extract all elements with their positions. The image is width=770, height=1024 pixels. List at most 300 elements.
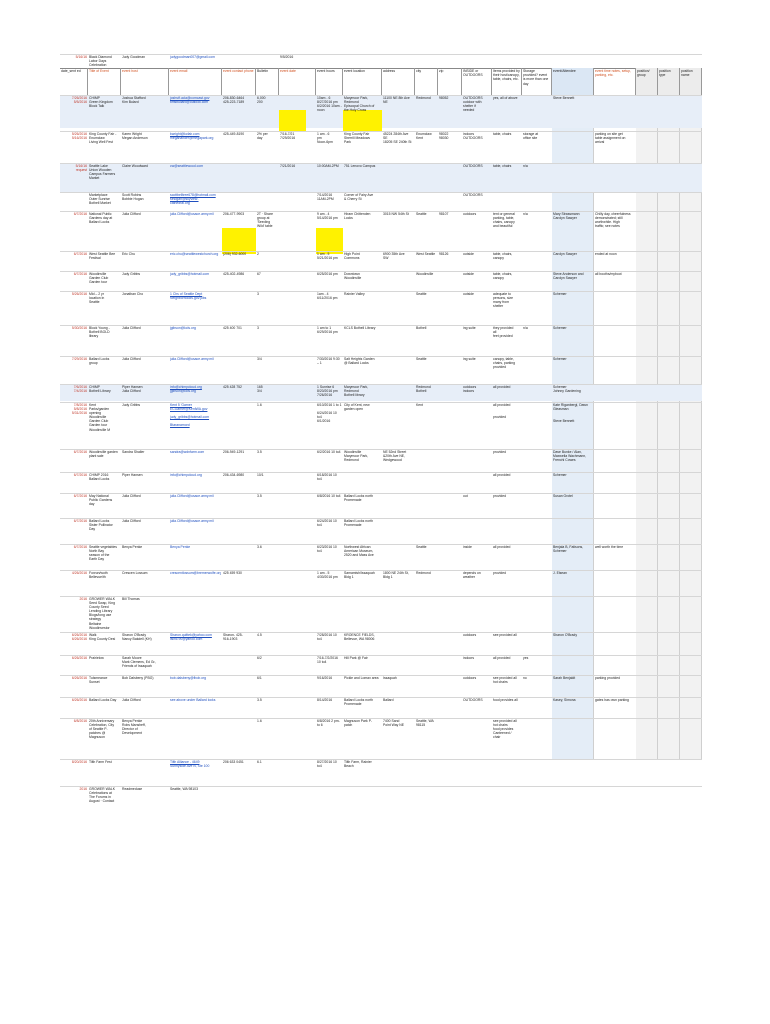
- cell-r6-c0[interactable]: 6/7/2016: [73, 252, 87, 256]
- cell-r1-c5[interactable]: 6,000 200: [257, 96, 266, 105]
- cell-r1-c4[interactable]: 206-830-6464 425-223-7189: [223, 96, 245, 105]
- cell-r23-c16[interactable]: gates has own parking: [595, 698, 629, 702]
- cell-r4-c8[interactable]: Corner of Fairy Ave & Cherry St: [344, 193, 374, 202]
- cell-r4-c2[interactable]: Scott Robins Bobbie Hogan: [122, 193, 144, 202]
- cell-r11-c0[interactable]: 7/6/2016 7/4/2016: [73, 385, 87, 394]
- cell-r9-c14[interactable]: n/a: [523, 326, 528, 330]
- column-header-4[interactable]: event contact phone: [222, 68, 256, 120]
- cell-r7-c13[interactable]: table, chairs, canopy: [493, 272, 513, 281]
- cell-r13-c7[interactable]: 6/2/2016 10 to4: [317, 450, 341, 454]
- cell-r6-c11[interactable]: 98126: [439, 252, 449, 256]
- column-header-17[interactable]: position/ group: [636, 68, 658, 120]
- cell-r8-c5[interactable]: 3: [257, 292, 259, 296]
- cell-r1-c1[interactable]: CHIMP Green Kingdom Block Talk: [89, 96, 113, 109]
- cell-r21-c12[interactable]: indoors: [463, 656, 475, 660]
- cell-r5-c9[interactable]: 3015 NW 54th St: [383, 212, 409, 216]
- cell-r18-c0[interactable]: 4/26/2016: [71, 571, 87, 575]
- cell-r25-c1[interactable]: Tilth Farm Fest: [89, 760, 112, 764]
- cell-r8-c2[interactable]: Jonathan Cho: [122, 292, 144, 296]
- cell-r11-c10[interactable]: Redmond Bothell: [416, 385, 431, 394]
- cell-r0-c0[interactable]: 5/16/16: [75, 55, 87, 59]
- cell-r9-c12[interactable]: ing suite: [463, 326, 476, 330]
- cell-r21-c13[interactable]: all provided: [493, 656, 511, 660]
- cell-r16-c0[interactable]: 6/7/2016: [73, 519, 87, 523]
- cell-r8-c12[interactable]: outside: [463, 292, 474, 296]
- cell-r11-c3[interactable]: info@chimpcloud.org jgibson@kcls.org: [170, 385, 202, 394]
- cell-r10-c1[interactable]: Ballard Locks group: [89, 357, 110, 366]
- cell-r2-c2[interactable]: Karen Wright Megan Anderson: [122, 132, 148, 141]
- cell-r18-c7[interactable]: 1 am - 5 4/30/2016 pm: [317, 571, 338, 580]
- cell-r3-c3[interactable]: cw@seattlewood.com: [170, 164, 204, 168]
- cell-r7-c3[interactable]: judy_gribbs@hotmail.com: [170, 272, 210, 276]
- cell-r15-c12[interactable]: out: [463, 494, 468, 498]
- cell-r18-c12[interactable]: depends on weather: [463, 571, 481, 580]
- cell-r9-c1[interactable]: Block Young - Bothell BOLD library: [89, 326, 110, 339]
- cell-r9-c2[interactable]: Julia Clifford: [122, 326, 141, 330]
- cell-r5-c13[interactable]: tent or general parking, table, chairs, canopy and beautiful: [493, 212, 515, 229]
- cell-r8-c1[interactable]: Mid – 2 yr location in Seattle: [89, 292, 105, 305]
- cell-r21-c8[interactable]: Hill Park @ Fair: [344, 656, 368, 660]
- column-header-2[interactable]: event host: [121, 68, 169, 120]
- cell-r6-c12[interactable]: outside: [463, 252, 474, 256]
- cell-r7-c12[interactable]: outside: [463, 272, 474, 276]
- cell-r20-c15[interactable]: Sharon O'Brady: [553, 633, 578, 637]
- cell-r2-c4[interactable]: 425-449-8190: [223, 132, 245, 136]
- cell-r5-c0[interactable]: 6/7/2016: [73, 212, 87, 216]
- column-header-9[interactable]: address: [382, 68, 415, 120]
- cell-r22-c9[interactable]: Issaquah: [383, 676, 397, 680]
- cell-r15-c3[interactable]: julia.Clifford@usace.army.mil: [170, 494, 214, 498]
- cell-r2-c3[interactable]: kwright@kcfair.com meganander@megapark.org: [170, 132, 214, 141]
- cell-r8-c10[interactable]: Seattle: [416, 292, 427, 296]
- cell-r7-c15[interactable]: Steve Anderson and Carolyn Sawyer: [553, 272, 584, 281]
- column-header-0[interactable]: date_sent ed: [60, 68, 88, 120]
- cell-r7-c10[interactable]: Woodinville: [416, 272, 434, 276]
- cell-r18-c3[interactable]: crescentlossum@bremerwolfe.org: [170, 571, 221, 575]
- cell-r21-c2[interactable]: Sarah Moore Mark Clemens, Ed Gr., Friends of Issaquah: [122, 656, 157, 669]
- cell-r14-c7[interactable]: 6/18/2016 10 to4: [317, 473, 337, 482]
- cell-r8-c8[interactable]: Rainier Valley: [344, 292, 365, 296]
- cell-r17-c0[interactable]: 6/7/2016: [73, 545, 87, 549]
- cell-r12-c5[interactable]: 1.6: [257, 403, 262, 407]
- cell-r10-c0[interactable]: 7/29/2016: [71, 357, 87, 361]
- cell-r17-c3[interactable]: Benya Penke: [170, 545, 191, 549]
- cell-r5-c3[interactable]: julia.Clifford@usace.army.mil: [170, 212, 214, 216]
- cell-r11-c15[interactable]: Schemer Johnny Gardening: [553, 385, 581, 394]
- cell-r4-c7[interactable]: 7/14/2016 11AM-2PM: [317, 193, 334, 202]
- cell-r13-c8[interactable]: Woodinville Marymoor Park, Redmond: [344, 450, 369, 463]
- cell-r10-c15[interactable]: Schemer: [553, 357, 567, 361]
- cell-r6-c2[interactable]: Eric Chu: [122, 252, 136, 256]
- cell-r11-c1[interactable]: CHIMP Bothell Library: [89, 385, 111, 394]
- cell-r2-c11[interactable]: 98022 98030: [439, 132, 449, 141]
- cell-r5-c15[interactable]: Mary Strassmann Carolyn Sawyer: [553, 212, 580, 221]
- cell-r1-c10[interactable]: Redmond: [416, 96, 431, 100]
- cell-r24-c2[interactable]: Benya Penke Robs Mansheff, Director of Development: [122, 719, 146, 736]
- cell-r2-c14[interactable]: storage at office site: [523, 132, 539, 141]
- cell-r0-c2[interactable]: Judy Goodman: [122, 55, 145, 59]
- cell-r19-c2[interactable]: Bill Thomas: [122, 597, 140, 601]
- cell-r8-c7[interactable]: 1am - 4 6/11/2016 pm: [317, 292, 338, 301]
- cell-r16-c1[interactable]: Ballard Locks Sister Pollinator Day: [89, 519, 113, 532]
- cell-r6-c10[interactable]: West Seattle: [416, 252, 436, 256]
- cell-r13-c3[interactable]: sandra@wdnfarm.com: [170, 450, 205, 454]
- cell-r15-c7[interactable]: 6/8/2016 10 to4: [317, 494, 341, 498]
- cell-r22-c14[interactable]: no: [523, 676, 527, 680]
- cell-r2-c6[interactable]: 7/16-7/21 7/29/2016: [280, 132, 296, 141]
- cell-r17-c12[interactable]: inside: [463, 545, 472, 549]
- cell-r9-c15[interactable]: Schemer: [553, 326, 567, 330]
- cell-r20-c2[interactable]: Sharon O'Brady Nancy Bakdell (KH): [122, 633, 152, 642]
- cell-r22-c15[interactable]: Sarah Benjaldt: [553, 676, 576, 680]
- cell-r21-c1[interactable]: Prairielow: [89, 656, 104, 660]
- cell-r10-c5[interactable]: 3/4: [257, 357, 262, 361]
- cell-r7-c16[interactable]: all booths/myboot: [595, 272, 622, 276]
- cell-r1-c15[interactable]: Steve Bennett: [553, 96, 575, 100]
- cell-r23-c3[interactable]: see above under Ballard locks: [170, 698, 216, 702]
- cell-r7-c7[interactable]: 6/25/2016 pm: [317, 272, 338, 276]
- cell-r11-c8[interactable]: Marymoor Park, Redmond Bothell library: [344, 385, 369, 398]
- cell-r2-c16[interactable]: parking on site get table assignment on arrival: [595, 132, 626, 145]
- cell-r5-c7[interactable]: 9 am - 4 5/14/2016 pm: [317, 212, 338, 221]
- cell-r3-c1[interactable]: Seattle Lake Union Wooden Campus Farmers Market: [89, 164, 116, 181]
- cell-r6-c13[interactable]: table, chairs, canopy: [493, 252, 513, 261]
- cell-r18-c9[interactable]: 1800 NE 24th St, Bldg 1: [383, 571, 409, 580]
- cell-r21-c0[interactable]: 6/26/2016: [71, 656, 87, 660]
- cell-r10-c3[interactable]: julia.Clifford@usace.army.mil: [170, 357, 214, 361]
- cell-r5-c14[interactable]: n/a: [523, 212, 528, 216]
- cell-r22-c16[interactable]: parking provided: [595, 676, 621, 680]
- cell-r9-c10[interactable]: Bothell: [416, 326, 427, 330]
- column-header-13[interactable]: Items provided by their host/canopy, table, chairs, etc.: [492, 68, 522, 120]
- cell-r18-c2[interactable]: Crescen Lossum: [122, 571, 148, 575]
- cell-r16-c3[interactable]: julia.Clifford@usace.army.mil: [170, 519, 214, 523]
- cell-r5-c4[interactable]: 206-477-9903: [223, 212, 245, 216]
- cell-r23-c15[interactable]: Kasey, Simona: [553, 698, 576, 702]
- cell-r5-c10[interactable]: Seattle: [416, 212, 427, 216]
- cell-r23-c8[interactable]: Ballard Locks north Promenade: [344, 698, 374, 707]
- cell-r24-c0[interactable]: 6/8/2016: [73, 719, 87, 723]
- cell-r1-c13[interactable]: yes, all of above: [493, 96, 518, 100]
- cell-r9-c13[interactable]: they provided all feet provided: [493, 326, 514, 339]
- cell-r7-c8[interactable]: Downtown Woodinville: [344, 272, 362, 281]
- cell-r22-c12[interactable]: outdoors: [463, 676, 477, 680]
- cell-r5-c1[interactable]: National Public Gardens day at Ballard Locks: [89, 212, 113, 225]
- cell-r22-c13[interactable]: see provided all hot chairs: [493, 676, 517, 685]
- cell-r18-c13[interactable]: provided: [493, 571, 507, 575]
- cell-r2-c9[interactable]: 45224 284th Ave SE 18205 SE 240th St: [383, 132, 412, 145]
- cell-r17-c10[interactable]: Seattle: [416, 545, 427, 549]
- cell-r22-c5[interactable]: 6/1: [257, 676, 262, 680]
- cell-r8-c15[interactable]: Schemer: [553, 292, 567, 296]
- cell-r13-c0[interactable]: 6/7/2016: [73, 450, 87, 454]
- cell-r22-c8[interactable]: Pickle and Lomax area: [344, 676, 379, 680]
- column-header-6[interactable]: event date: [279, 68, 316, 120]
- cell-r14-c0[interactable]: 6/7/2016: [73, 473, 87, 477]
- cell-r23-c9[interactable]: Ballard: [383, 698, 394, 702]
- cell-r24-c9[interactable]: 7400 Sand Point Way NE: [383, 719, 404, 728]
- cell-r20-c0[interactable]: 6/26/2016 6/26/2016: [71, 633, 87, 642]
- cell-r1-c0[interactable]: 7/26/2016 5/5/2016: [71, 96, 87, 105]
- cell-r11-c13[interactable]: all provided: [493, 385, 511, 389]
- cell-r26-c3[interactable]: Seattle, WA 98103: [170, 787, 198, 791]
- cell-r24-c1[interactable]: 20th Anniversary Celebration, City of Seattle P- patches @ Magnuson: [89, 719, 115, 740]
- cell-r1-c3[interactable]: joshstf.ucla@comcast.gov timsbullard@outlook.com: [170, 96, 210, 105]
- cell-r0-c6[interactable]: 9/5/2016: [280, 55, 294, 59]
- cell-r13-c15[interactable]: Dave Bunke / Alan, Maxwella Wachmann, Frenchl Cowes: [553, 450, 587, 463]
- cell-r7-c0[interactable]: 6/7/2016: [73, 272, 87, 276]
- cell-r12-c2[interactable]: Judy Gribbs: [122, 403, 141, 407]
- cell-r12-c0[interactable]: 7/8/2016 5/8/2016 5/31/2016: [71, 403, 87, 416]
- cell-r16-c2[interactable]: Julia Clifford: [122, 519, 141, 523]
- cell-r10-c12[interactable]: ing suite: [463, 357, 476, 361]
- cell-r1-c7[interactable]: 10am - 6 8/27/2016 pm 6/2/2016 10am - noon: [317, 96, 342, 113]
- cell-r20-c12[interactable]: outdoors: [463, 633, 477, 637]
- cell-r1-c8[interactable]: Marymoor Park, Redmond Episcopal Church of the Holy Cross: [344, 96, 375, 113]
- cell-r8-c0[interactable]: 5/26/2016: [71, 292, 87, 296]
- cell-r23-c7[interactable]: 8/14/2016: [317, 698, 333, 702]
- column-header-5[interactable]: Bulletin: [256, 68, 279, 120]
- cell-r4-c12[interactable]: OUTDOORS: [463, 193, 483, 197]
- cell-r18-c1[interactable]: Foxrun/woth Bellevue/th: [89, 571, 108, 580]
- cell-r16-c7[interactable]: 6/24/2016 10 to4: [317, 519, 337, 528]
- cell-r12-c1[interactable]: Kent Parks/garden opening Woodinville Garden Club Garden tour Woodinville M: [89, 403, 111, 432]
- cell-r15-c2[interactable]: Julia Clifford: [122, 494, 141, 498]
- cell-r0-c1[interactable]: Black Diamond Labor Days Celebration: [89, 55, 112, 68]
- cell-r13-c9[interactable]: NE 52nd Street &20th Ave NE, Wedgewood: [383, 450, 407, 463]
- cell-r7-c4[interactable]: 425-402-4986: [223, 272, 245, 276]
- cell-r24-c10[interactable]: Seattle, WA 98115: [416, 719, 434, 728]
- cell-r23-c13[interactable]: food provides all: [493, 698, 518, 702]
- cell-r13-c4[interactable]: 206-949-1291: [223, 450, 245, 454]
- cell-r14-c13[interactable]: all provided: [493, 473, 511, 477]
- cell-r12-c3[interactable]: Kent 5 'Garner ECGarner@KentWA.gov judy_gribbs@hotmail.com Btaranamord: [170, 403, 210, 428]
- column-header-8[interactable]: event location: [343, 68, 382, 120]
- column-header-10[interactable]: city: [415, 68, 438, 120]
- cell-r2-c12[interactable]: indoors OUTDOORS: [463, 132, 483, 141]
- cell-r6-c4[interactable]: (206) 932-6000: [223, 252, 247, 256]
- cell-r24-c7[interactable]: 6/8/2016 2 pm- to 6: [317, 719, 340, 728]
- cell-r12-c10[interactable]: Kent: [416, 403, 423, 407]
- cell-r25-c5[interactable]: 6.1: [257, 760, 262, 764]
- column-header-18[interactable]: position type: [658, 68, 680, 120]
- cell-r24-c8[interactable]: Magnuson Park P- patch: [344, 719, 373, 728]
- cell-r0-c3[interactable]: judygoodman007@gmail.com: [170, 55, 215, 59]
- column-header-14[interactable]: Storage provided? event is more than one day: [522, 68, 552, 120]
- cell-r1-c9[interactable]: 11100 NE 8th Ave NE: [383, 96, 410, 105]
- cell-r14-c15[interactable]: Schemer: [553, 473, 567, 477]
- cell-r9-c8[interactable]: KCLS Bothell Library: [344, 326, 376, 330]
- cell-r3-c0[interactable]: 5/16/16 request: [75, 164, 87, 173]
- cell-r20-c13[interactable]: see provided all: [493, 633, 517, 637]
- cell-r6-c1[interactable]: West Seattle Bee Festival: [89, 252, 116, 261]
- cell-r25-c3[interactable]: Tilth Alliance - 4649 Sunnyside Ave N, Ste 100: [170, 760, 210, 769]
- cell-r13-c13[interactable]: provided: [493, 450, 507, 454]
- cell-r17-c16[interactable]: well worth the time: [595, 545, 624, 549]
- cell-r26-c1[interactable]: GROWER WALK Celebrations at The Forums in August · Contact: [89, 787, 116, 804]
- cell-r2-c8[interactable]: King County Fair Sherrill Meadows Park: [344, 132, 371, 145]
- cell-r14-c4[interactable]: 206-434-6980: [223, 473, 245, 477]
- cell-r15-c8[interactable]: Ballard Locks north Promenade: [344, 494, 374, 503]
- cell-r15-c1[interactable]: May National Public Gardens day: [89, 494, 113, 507]
- cell-r23-c12[interactable]: OUTDOORS: [463, 698, 483, 702]
- cell-r9-c5[interactable]: 3: [257, 326, 259, 330]
- cell-r2-c1[interactable]: King County Fair - Enumclaw Living Well Fest: [89, 132, 117, 145]
- cell-r17-c13[interactable]: all provided: [493, 545, 511, 549]
- cell-r12-c8[interactable]: City of Kent, new garden open: [344, 403, 370, 412]
- cell-r13-c1[interactable]: Woodinville garden plant sale: [89, 450, 118, 459]
- cell-r11-c2[interactable]: Piper Hansen Julia Clifford: [122, 385, 143, 394]
- cell-r10-c2[interactable]: Julia Clifford: [122, 357, 141, 361]
- cell-r3-c14[interactable]: n/a: [523, 164, 528, 168]
- cell-r24-c13[interactable]: see provided all hot chairs food provides Canteened / chair: [493, 719, 517, 740]
- cell-r23-c2[interactable]: Julia Clifford: [122, 698, 141, 702]
- cell-r4-c3[interactable]: scottbelltree678@hotmail.com sfhogan@skyview- cathedral.org: [170, 193, 216, 206]
- cell-r20-c3[interactable]: Sharon.quittek@yahoo.com lisinc.90@yahoo.com: [170, 633, 212, 642]
- column-header-15[interactable]: event/Attendee: [552, 68, 594, 120]
- cell-r23-c5[interactable]: 3.5: [257, 698, 262, 702]
- cell-r7-c5[interactable]: 67: [257, 272, 261, 276]
- cell-r4-c1[interactable]: Marketplace Outer Sunrise Bothell Market: [89, 193, 111, 206]
- cell-r10-c10[interactable]: Seattle: [416, 357, 427, 361]
- cell-r17-c7[interactable]: 6/23/2016 10 to4: [317, 545, 337, 554]
- cell-r6-c5[interactable]: 2: [257, 252, 259, 256]
- cell-r10-c8[interactable]: Salt Heights Garden @ Ballard Locks: [344, 357, 375, 366]
- cell-r16-c8[interactable]: Ballard Locks north Promenade: [344, 519, 374, 528]
- cell-r3-c7[interactable]: 10:00AM-2PM: [317, 164, 339, 168]
- cell-r6-c7[interactable]: 1 am - 5 5/21/2016 pm: [317, 252, 338, 261]
- cell-r25-c0[interactable]: 8/20/2016: [71, 760, 87, 764]
- cell-r18-c4[interactable]: 425 459 930: [223, 571, 242, 575]
- cell-r10-c13[interactable]: canopy, table, chairs, parking provided: [493, 357, 516, 370]
- column-header-3[interactable]: event email: [169, 68, 222, 120]
- cell-r2-c0[interactable]: 5/26/2016 5/16/2016: [71, 132, 87, 141]
- column-header-11[interactable]: zip: [438, 68, 462, 120]
- cell-r19-c0[interactable]: 2016: [79, 597, 87, 601]
- cell-r15-c5[interactable]: 3.5: [257, 494, 262, 498]
- cell-r5-c2[interactable]: Julia Clifford: [122, 212, 141, 216]
- cell-r25-c7[interactable]: 8/27/2016 10 to4: [317, 760, 337, 769]
- cell-r6-c16[interactable]: ended at noon: [595, 252, 617, 256]
- cell-r14-c1[interactable]: CHIMP 2016 Ballard Locks: [89, 473, 110, 482]
- cell-r5-c12[interactable]: outdoors: [463, 212, 477, 216]
- cell-r26-c2[interactable]: Readmeduse: [122, 787, 143, 791]
- cell-r23-c1[interactable]: Ballard Locks Day: [89, 698, 117, 702]
- cell-r12-c13[interactable]: all provided provided: [493, 403, 511, 420]
- cell-r15-c0[interactable]: 6/7/2016: [73, 494, 87, 498]
- cell-r20-c7[interactable]: 7/28/2016 10 to4: [317, 633, 337, 642]
- cell-r8-c13[interactable]: adequate to persons, size many from shelter: [493, 292, 513, 309]
- cell-r2-c13[interactable]: table, chairs: [493, 132, 512, 136]
- cell-r11-c7[interactable]: 1 Sunrise 6 8/20/2016 pm 7/26/2016: [317, 385, 338, 398]
- cell-r3-c2[interactable]: Claire Woodward: [122, 164, 148, 168]
- cell-r9-c7[interactable]: 1 am to 1 6/29/2016 pm: [317, 326, 338, 335]
- cell-r11-c4[interactable]: 425 428 752: [223, 385, 242, 389]
- cell-r24-c5[interactable]: 1.6: [257, 719, 262, 723]
- cell-r7-c1[interactable]: Woodinville Garden Club Garden tour: [89, 272, 109, 285]
- cell-r15-c15[interactable]: Susan Grotel: [553, 494, 573, 498]
- cell-r14-c5[interactable]: 10/1: [257, 473, 264, 477]
- cell-r13-c2[interactable]: Sandra Shaller: [122, 450, 145, 454]
- cell-r8-c3[interactable]: 1 Chs of Seattle Dept Neighborhoods.gov.jobs: [170, 292, 207, 301]
- cell-r1-c11[interactable]: 98052: [439, 96, 449, 100]
- cell-r9-c3[interactable]: jgibson@kcls.org: [170, 326, 196, 330]
- cell-r21-c14[interactable]: yes: [523, 656, 529, 660]
- cell-r11-c12[interactable]: outdoors indoors: [463, 385, 477, 394]
- cell-r2-c10[interactable]: Enumclaw Kent: [416, 132, 432, 141]
- cell-r7-c2[interactable]: Judy Gribbs: [122, 272, 141, 276]
- cell-r17-c8[interactable]: Northwest African American Museum, 2520 and Mass Ave: [344, 545, 374, 558]
- cell-r20-c4[interactable]: Sharon- 425- 916-1903: [223, 633, 243, 642]
- cell-r23-c0[interactable]: 6/26/2016: [71, 698, 87, 702]
- cell-r22-c3[interactable]: bob.dalsbeny@fbob.org: [170, 676, 207, 680]
- column-header-19[interactable]: position name: [680, 68, 702, 120]
- cell-r18-c8[interactable]: Samamish/Issaquah Bldg 1: [344, 571, 375, 580]
- column-header-1[interactable]: Title of Event: [88, 68, 121, 120]
- cell-r11-c5[interactable]: 165 3/4: [257, 385, 263, 394]
- cell-r13-c5[interactable]: 3.5: [257, 450, 262, 454]
- column-header-16[interactable]: event time notes, setup, parking, etc.: [594, 68, 636, 120]
- cell-r3-c13[interactable]: table, chairs: [493, 164, 512, 168]
- cell-r14-c2[interactable]: Piper Hansen: [122, 473, 143, 477]
- cell-r6-c15[interactable]: Carolyn Sawyer: [553, 252, 577, 256]
- cell-r17-c2[interactable]: Benya Penke: [122, 545, 143, 549]
- cell-r26-c0[interactable]: 2016: [79, 787, 87, 791]
- cell-r20-c8[interactable]: KROENCE FIELDS, Bellevue, WA 98006: [344, 633, 375, 642]
- cell-r5-c8[interactable]: Hiram Chittenden Locks: [344, 212, 371, 221]
- cell-r1-c2[interactable]: Joshua Stafford Kim Bulard: [122, 96, 146, 105]
- cell-r17-c5[interactable]: 3.6: [257, 545, 262, 549]
- cell-r9-c4[interactable]: 425 400 701: [223, 326, 242, 330]
- column-header-7[interactable]: event hours: [316, 68, 343, 120]
- cell-r25-c8[interactable]: Tilth Farm, Rainier Beach: [344, 760, 372, 769]
- cell-r22-c1[interactable]: Tulsmeance Sunset: [89, 676, 108, 685]
- cell-r5-c5[interactable]: 2T · Share group at 'Seeding Wild' table: [257, 212, 273, 229]
- cell-r20-c1[interactable]: Walk King County Desi: [89, 633, 116, 642]
- cell-r22-c7[interactable]: 9/16/2016: [317, 676, 333, 680]
- cell-r17-c15[interactable]: Benjala B, Fatisons, Schemer: [553, 545, 584, 554]
- cell-r5-c11[interactable]: 98107: [439, 212, 449, 216]
- cell-r2-c7[interactable]: 1 am - 6 pm Noon-6pm: [317, 132, 333, 145]
- cell-r6-c8[interactable]: High Point Commons: [344, 252, 360, 261]
- cell-r17-c1[interactable]: Seattle vegetables North Bay season of the Earth Day: [89, 545, 117, 562]
- column-header-12[interactable]: INSIDE or OUTDOORS: [462, 68, 492, 120]
- cell-r3-c8[interactable]: 751 Lenovo Campus: [344, 164, 376, 168]
- cell-r14-c3[interactable]: info@chimpcloud.org: [170, 473, 202, 477]
- cell-r21-c5[interactable]: 6/2: [257, 656, 262, 660]
- cell-r15-c13[interactable]: provided: [493, 494, 507, 498]
- cell-r18-c10[interactable]: Redmond: [416, 571, 431, 575]
- cell-r9-c0[interactable]: 5/30/2016: [71, 326, 87, 330]
- cell-r3-c12[interactable]: OUTDOORS: [463, 164, 483, 168]
- cell-r18-c15[interactable]: J. Elsean: [553, 571, 567, 575]
- cell-r2-c5[interactable]: 2% per day: [257, 132, 268, 141]
- cell-r12-c7[interactable]: 6/10/2016 1 to 1 6/24/2016 10 to4 6/1/2016: [317, 403, 342, 424]
- cell-r5-c16[interactable]: Chilly day, cheerfulness demonstrated; still worthwhile. High traffic; see notes: [595, 212, 631, 229]
- cell-r1-c12[interactable]: OUTDOORS outdoor with shelter if needed: [463, 96, 483, 113]
- cell-r12-c15[interactable]: Kate Riganbergl, Dawn Gleasman Steve Bennett: [553, 403, 588, 424]
- cell-r6-c3[interactable]: eric.chu@seattlewestchurch.org: [170, 252, 219, 256]
- cell-r3-c6[interactable]: 7/21/2016: [280, 164, 296, 168]
- cell-r22-c0[interactable]: 6/26/2016: [71, 676, 87, 680]
- cell-r22-c2[interactable]: Bob Dalsbeny (PBG): [122, 676, 154, 680]
- cell-r20-c5[interactable]: 4.5: [257, 633, 262, 637]
- cell-r19-c1[interactable]: GROWER WALK Seed Swap, King County Seed Lending Library Blogs/long use strategy Beltaine Woodinvestor: [89, 597, 116, 630]
- cell-r10-c7[interactable]: 7/30/2016 9:30 – 1: [317, 357, 340, 366]
- cell-r6-c9[interactable]: 6900 35th Ave SW: [383, 252, 405, 261]
- cell-r21-c7[interactable]: 7/16-7/2/2016 10 to4: [317, 656, 338, 665]
- cell-r25-c4[interactable]: 206 633 0451: [223, 760, 244, 764]
